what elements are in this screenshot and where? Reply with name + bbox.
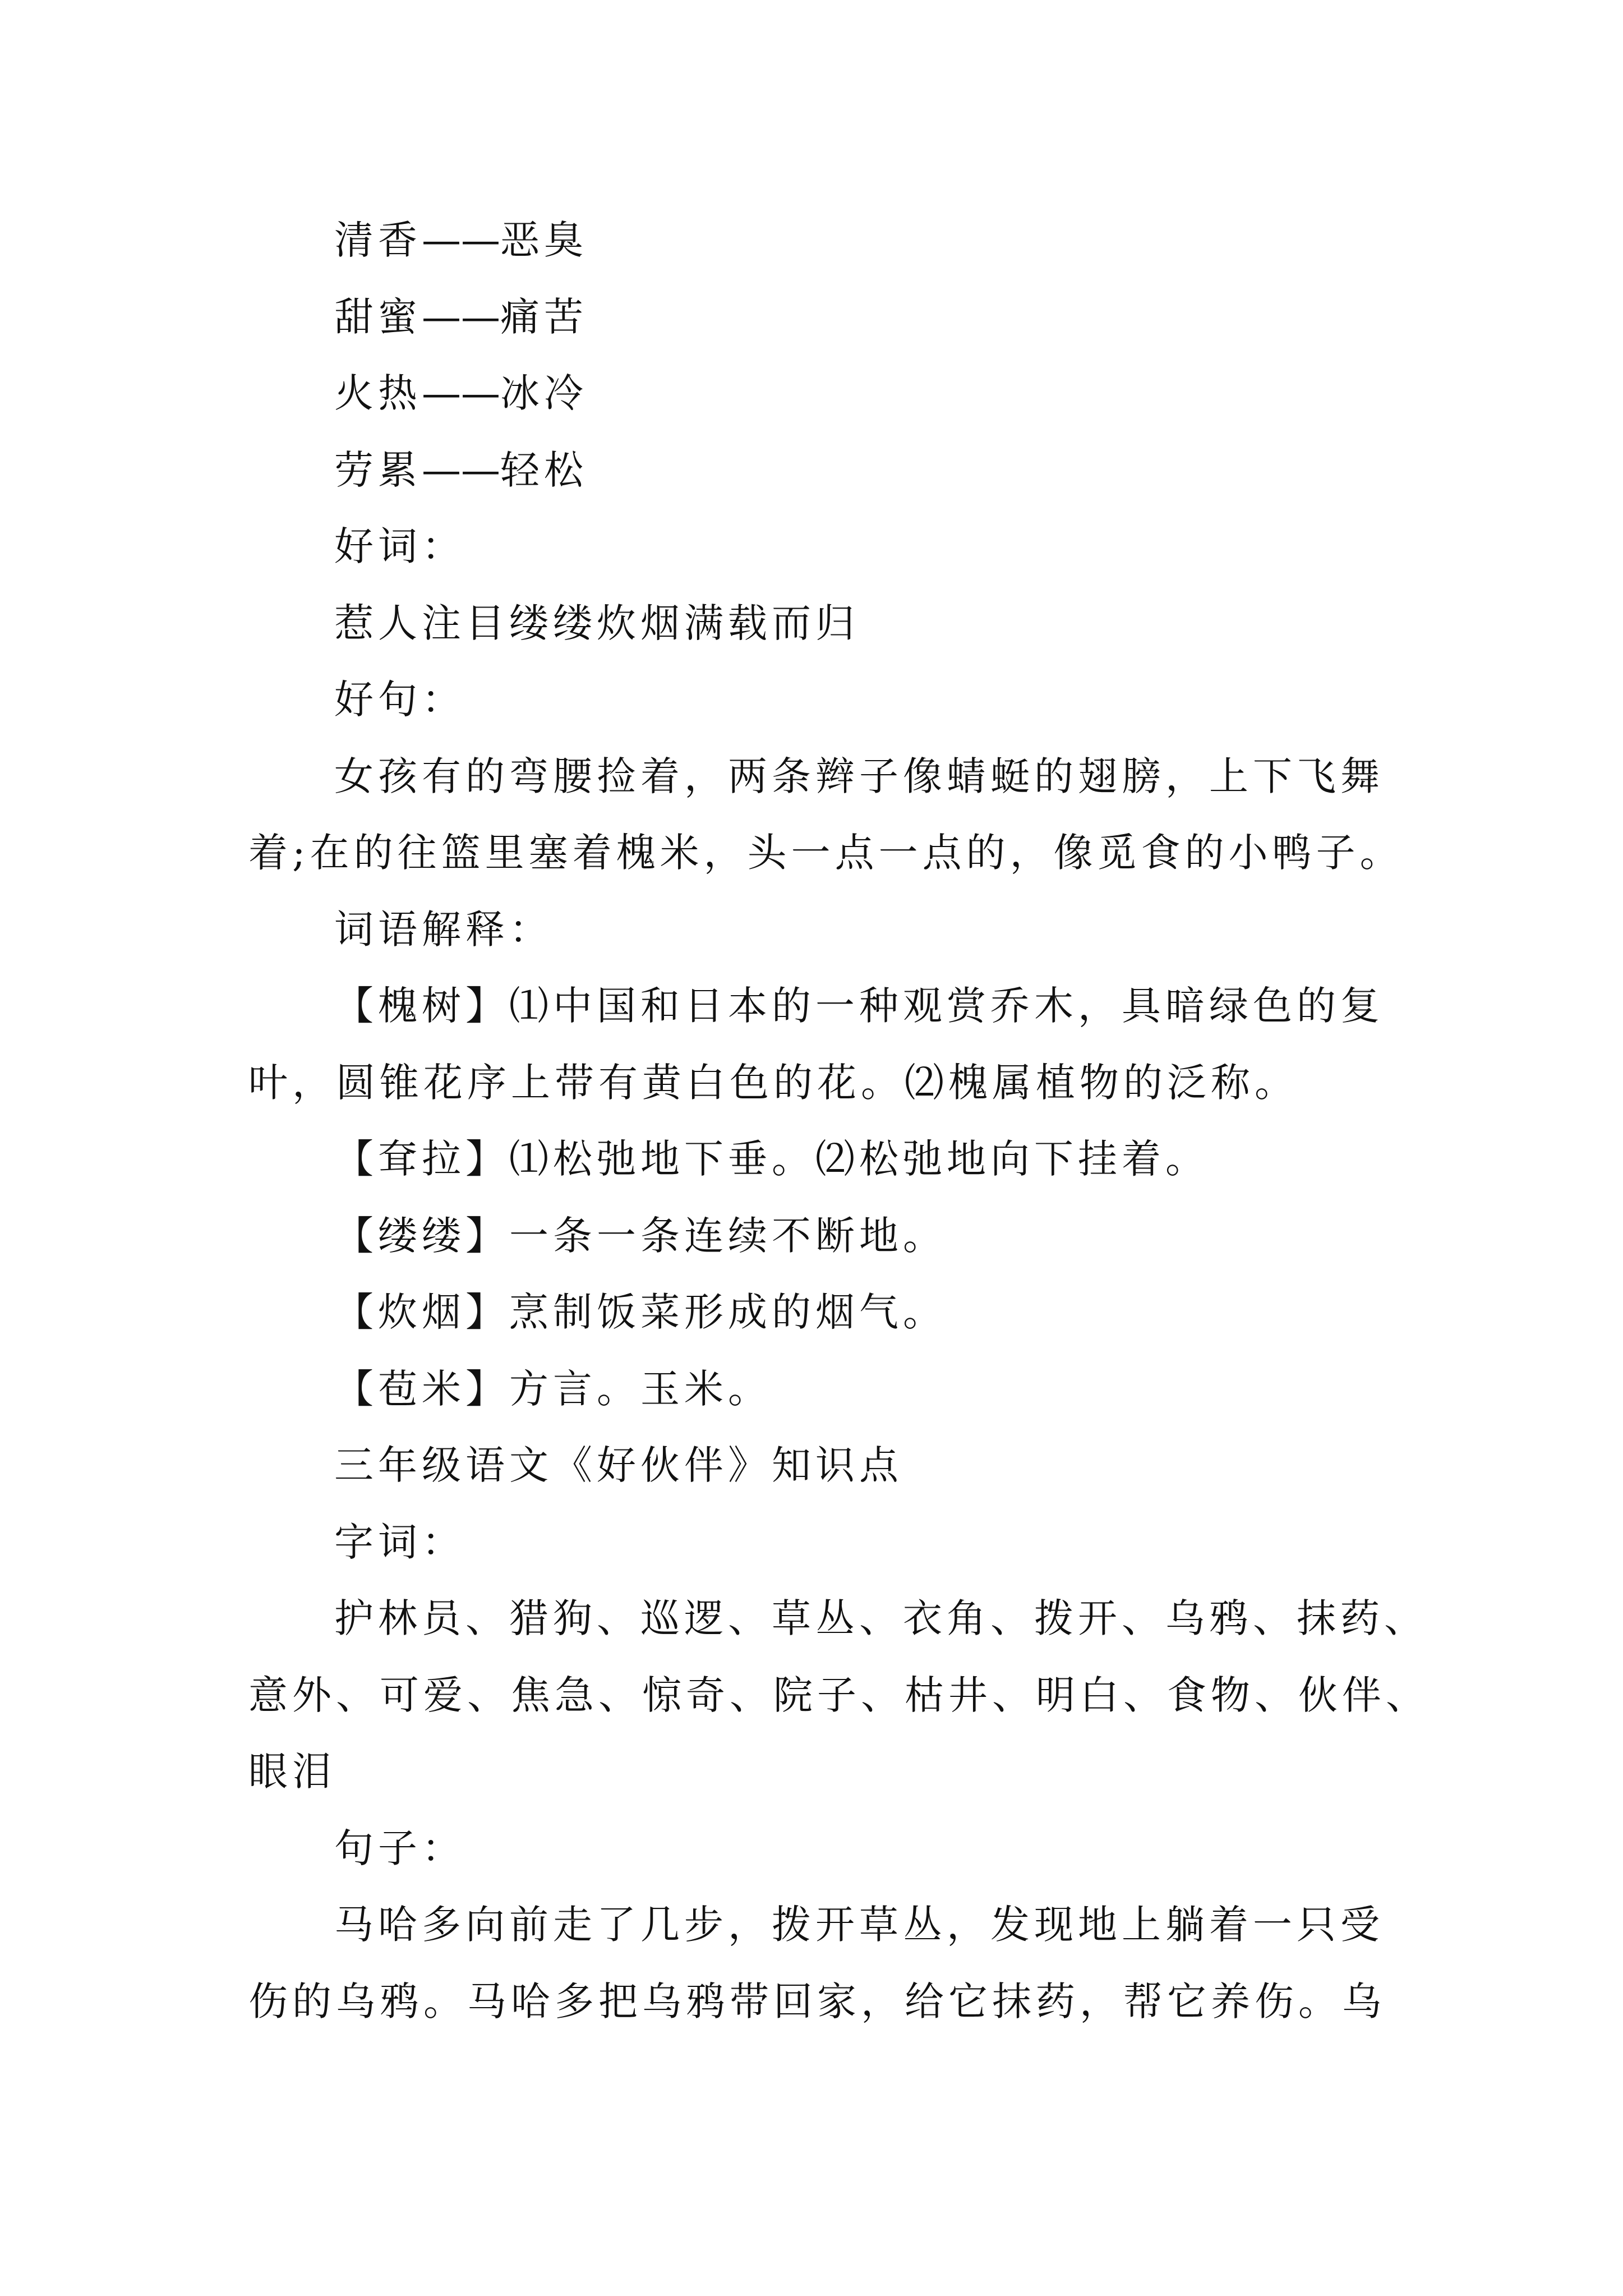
dash: —— bbox=[422, 293, 500, 340]
dash: —— bbox=[422, 217, 500, 263]
good-sentence-line: 女孩有的弯腰捡着，两条辫子像蜻蜓的翅膀，上下飞舞 bbox=[334, 753, 1384, 799]
antonym-line bbox=[248, 355, 1387, 432]
antonym-word: 甜蜜 bbox=[334, 293, 422, 340]
antonym-line bbox=[248, 279, 1387, 356]
glossary-entry-dala: 【耷拉】⑴松弛地下垂。⑵松弛地向下挂着。 bbox=[334, 1136, 1209, 1182]
antonym-line bbox=[248, 202, 1387, 279]
good-sentence-line: 着;在的往篮里塞着槐米，头一点一点的，像觅食的小鸭子。 bbox=[248, 830, 1404, 876]
section-title: 三年级语文《好伙伴》知识点 bbox=[334, 1442, 903, 1488]
ziwords-line: 意外、可爱、焦急、惊奇、院子、枯井、明白、食物、伙伴、 bbox=[248, 1672, 1430, 1718]
good-words-heading: 好词： bbox=[334, 523, 465, 569]
glossary-entry-lvlv: 【缕缕】一条一条连续不断地。 bbox=[334, 1212, 947, 1259]
glossary-entry-huaishu: 【槐树】⑴中国和日本的一种观赏乔木，具暗绿色的复 bbox=[334, 983, 1384, 1029]
ziwords-line: 护林员、猎狗、巡逻、草丛、衣角、拨开、乌鸦、抹药、 bbox=[334, 1595, 1428, 1641]
antonym-line bbox=[248, 432, 1387, 509]
antonym-word: 火热 bbox=[334, 370, 422, 416]
good-sentence-heading: 好句： bbox=[334, 677, 465, 723]
antonym-word: 清香 bbox=[334, 217, 422, 263]
glossary-entry-chuiyan: 【炊烟】烹制饭菜形成的烟气。 bbox=[334, 1289, 947, 1335]
antonym-word: 恶臭 bbox=[500, 217, 588, 263]
antonym-word: 劳累 bbox=[334, 447, 422, 493]
glossary-entry-huaishu-cont: 叶，圆锥花序上带有黄白色的花。⑵槐属植物的泛称。 bbox=[248, 1059, 1298, 1106]
glossary-heading: 词语解释： bbox=[334, 906, 553, 953]
ziwords-heading: 字词： bbox=[334, 1519, 465, 1565]
ziwords-line: 眼泪 bbox=[248, 1749, 336, 1795]
antonym-word: 痛苦 bbox=[500, 293, 588, 340]
text-body bbox=[248, 202, 1430, 2040]
good-words: 惹人注目缕缕炊烟满载而归 bbox=[334, 600, 859, 646]
antonym-word: 轻松 bbox=[500, 447, 588, 493]
sentence-heading: 句子： bbox=[334, 1825, 465, 1871]
sentence-line: 马哈多向前走了几步，拨开草丛，发现地上躺着一只受 bbox=[334, 1902, 1384, 1948]
dash: —— bbox=[422, 447, 500, 493]
glossary-entry-baomi: 【苞米】方言。玉米。 bbox=[334, 1365, 772, 1412]
dash: —— bbox=[422, 370, 500, 416]
antonym-word: 冰冷 bbox=[500, 370, 588, 416]
sentence-line: 伤的乌鸦。马哈多把乌鸦带回家，给它抹药，帮它养伤。乌 bbox=[248, 1978, 1386, 2024]
